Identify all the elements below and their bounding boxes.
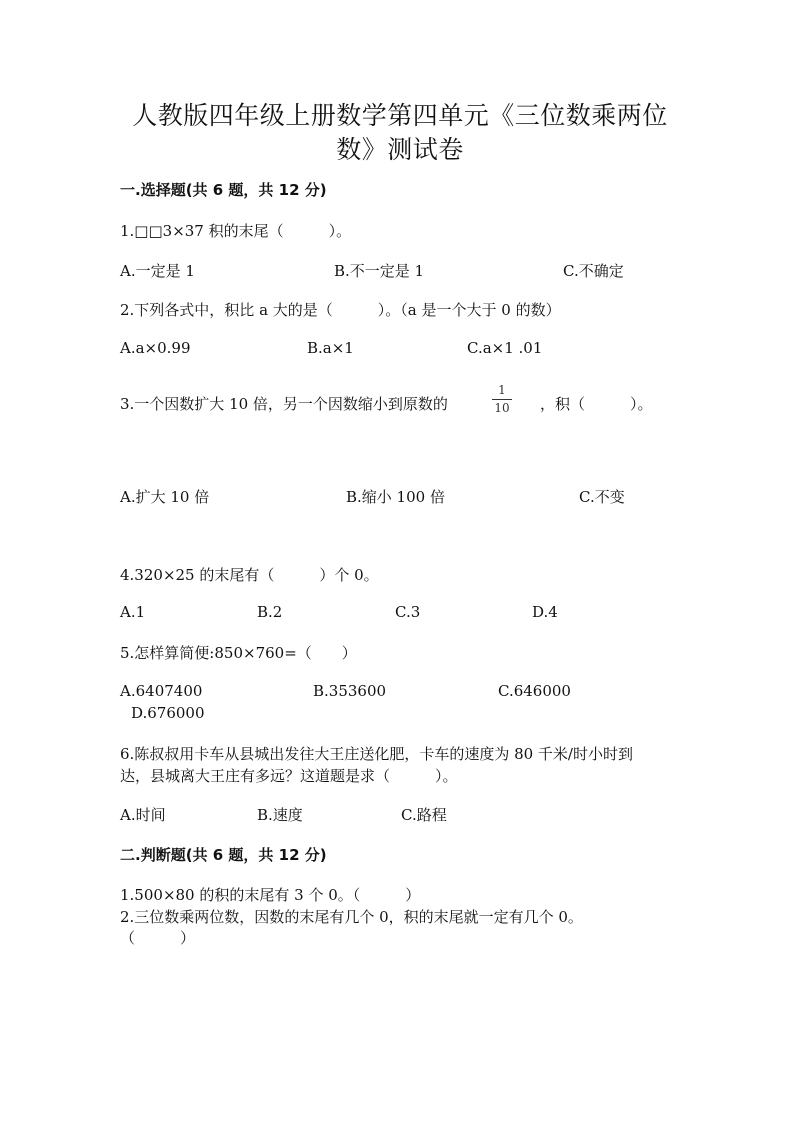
question-4: 4.320×25 的末尾有（ ）个 0。 — [120, 566, 379, 584]
fraction-denominator: 10 — [494, 401, 510, 415]
question-5: 5.怎样算简便:850×760=（ ） — [120, 644, 357, 662]
question-6-line1: 6.陈叔叔用卡车从县城出发往大王庄送化肥，卡车的速度为 80 千米/时小时到 — [120, 745, 633, 763]
q3-option-b[interactable]: B.缩小 100 倍 — [346, 488, 445, 506]
q5-option-c[interactable]: C.646000 — [498, 682, 571, 700]
q5-option-b[interactable]: B.353600 — [313, 682, 387, 700]
q4-option-d[interactable]: D.4 — [532, 603, 558, 621]
judgement-2-line1: 2.三位数乘两位数，因数的末尾有几个 0，积的末尾就一定有几个 0。 — [120, 908, 583, 926]
judgement-1: 1.500×80 的积的末尾有 3 个 0。（ ） — [120, 886, 421, 904]
section-heading-choice: 一.选择题(共 6 题，共 12 分) — [120, 181, 327, 199]
q2-option-a[interactable]: A.a×0.99 — [120, 339, 191, 357]
q6-option-c[interactable]: C.路程 — [401, 806, 447, 824]
page-title-line2: 数》测试卷 — [336, 135, 464, 164]
q1-option-b[interactable]: B.不一定是 1 — [334, 262, 425, 280]
q3-option-c[interactable]: C.不变 — [579, 488, 625, 506]
q1-option-a[interactable]: A.一定是 1 — [120, 262, 195, 280]
q4-option-b[interactable]: B.2 — [257, 603, 283, 621]
q4-option-a[interactable]: A.1 — [120, 603, 146, 621]
question-3-text: 3.一个因数扩大 10 倍，另一个因数缩小到原数的 — [120, 395, 448, 413]
q3-option-a[interactable]: A.扩大 10 倍 — [120, 488, 210, 506]
q2-option-b[interactable]: B.a×1 — [307, 339, 354, 357]
q1-option-c[interactable]: C.不确定 — [563, 262, 624, 280]
q4-option-c[interactable]: C.3 — [395, 603, 421, 621]
section-heading-judgement: 二.判断题(共 6 题，共 12 分) — [120, 846, 327, 864]
fraction-one-tenth — [492, 383, 512, 416]
q6-option-b[interactable]: B.速度 — [257, 806, 303, 824]
question-2: 2.下列各式中，积比 a 大的是（ ）。（a 是一个大于 0 的数） — [120, 301, 561, 319]
q2-option-c[interactable]: C.a×1 .01 — [467, 339, 543, 357]
q6-option-a[interactable]: A.时间 — [120, 806, 166, 824]
page-title-line1: 人教版四年级上册数学第四单元《三位数乘两位 — [132, 101, 668, 130]
fraction-bar — [492, 399, 512, 400]
q5-option-a[interactable]: A.6407400 — [120, 682, 203, 700]
fraction-numerator: 1 — [498, 383, 506, 397]
judgement-2-line2: （ ） — [120, 929, 196, 947]
question-1: 1.□□3×37 积的末尾（ ）。 — [120, 222, 352, 240]
question-6-line2: 达，县城离大王庄有多远？这道题是求（ ）。 — [120, 767, 458, 785]
q5-option-d[interactable]: D.676000 — [131, 704, 205, 722]
question-3-text-after: ，积（ ）。 — [540, 395, 653, 413]
